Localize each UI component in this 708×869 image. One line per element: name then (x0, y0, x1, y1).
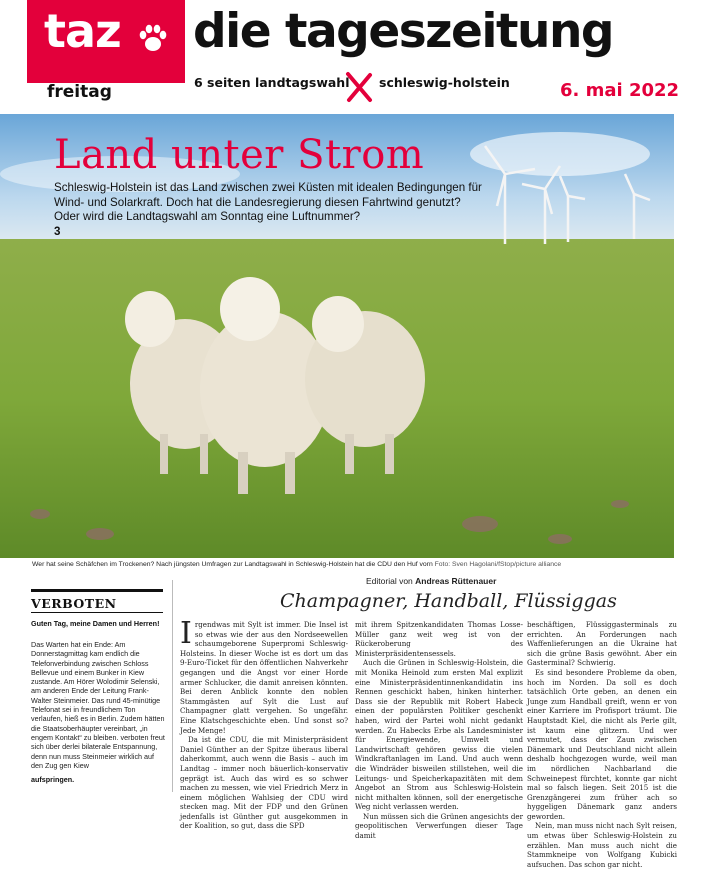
photo-caption (32, 561, 561, 568)
editorial-headline: Champagner, Handball, Flüssiggas (280, 590, 617, 612)
photo-credit: Foto: Sven Hagolani/fStop/picture alliance (434, 561, 562, 568)
paragraph: mit ihrem Spitzenkandidaten Thomas Losse-Müller ganz weit weg ist von der Rückeroberung des Ministerpräsidentensessels. (355, 620, 523, 658)
cover-teaser (54, 181, 484, 239)
byline-prefix: Editorial von (366, 576, 413, 586)
teaser-text: Schleswig-Holstein ist das Land zwischen zwei Küsten mit idealen Bedingungen für Wind- und Solarkraft. Doch hat die Landesregierung diesen Fahrtwind genutzt? Oder wird die Landtagswahl am Sonntag eine Luftnummer? (54, 181, 482, 223)
paragraph: Auch die Grünen in Schleswig-Holstein, die mit Monika Heinold zum ersten Mal explizit eine Ministerpräsidentinnenkandidatin ins Rennen geschickt haben, hinken hinterher. Dass sie der Republik mit Robert Habeck einen der populärsten Politiker geschenkt haben, wird der Partei wohl nicht gedankt werden. Zu Habecks Erbe als Landesminister für Energiewende, Umwelt und Landwirtschaft gehören gewiss die vielen Windkraftanlagen im Land. Und auch wenn die Windräder bisweilen stillstehen, weil die Leitungs- und Speicherkapazitäten mit dem Angebot an Strom aus Schleswig-Holstein nicht mithalten können, soll der energetische Weg nicht verlassen werden. (355, 658, 523, 812)
dropcap: I (180, 616, 192, 651)
verboten-body: Das Warten hat ein Ende: Am Donnerstagmittag kam endlich die Telefonverbindung zwischen Schloss Bellevue und einem Bunker in Kiew zustande. Am Hörer Wolodimir Selenski, am anderen Ende der Leitung Frank-Walter Steinmeier. Das rund 45-minütige Telefonat sei in freundlichem Ton verlaufen, hieß es in Berlin. Zudem hätten die Staatsoberhäupter vereinbart, „in engem Kontakt“ zu bleiben. verboten freut sich über derlei bilaterale Entspannung, denn nun muss Steinmeier wirklich auf den Zug gen Kiew (31, 640, 165, 770)
editorial-byline (366, 576, 496, 586)
editorial-column-3 (527, 620, 677, 869)
editorial-column-2 (355, 620, 523, 841)
paragraph: Da ist die CDU, die mit Ministerpräsident Daniel Günther an der Spitze überaus liberal daherkommt, auch wenn die Basis – auch im Landtag – immer noch bäuerlich-konservativ geprägt ist. Auch das wird es so schwer machen zu messen, wie viel Friedrich Merz in einem möglichen Wahlsieg der CDU wird stecken mag. Mit der FDP und den Grünen jedenfalls ist Günther gut ausgekommen in der Koalition, so gut, dass die SPD (180, 735, 348, 831)
issue-date: 6. mai 2022 (560, 80, 680, 101)
paw-icon (136, 22, 170, 56)
cover-headline: Land unter Strom (54, 132, 425, 178)
verboten-bottom-rule (31, 612, 163, 613)
paragraph: Es sind besondere Probleme da oben, hoch im Norden. Da soll es doch tatsächlich Orte geben, an denen ein Junge zum Handball greift, wenn er von einer Karriere im Profisport träumt. Die Hauptstadt Kiel, die nicht als Perle gilt, ist kaum eine glitzern. Und wer vermutet, dass der Zaun zwischen Dänemark und Deutschland nicht allein deshalb hochgezogen wurde, weil man im nördlichen Nachbarland die Schweinepest fürchtet, konnte gar nicht mal so falsch liegen. Seit 2015 ist die Grenzgängerei zum früher ach so hyggeligen Dänemark ganz anders geworden. (527, 667, 677, 821)
weekday: freitag (47, 82, 112, 102)
column-divider (172, 580, 173, 792)
verboten-top-rule (31, 589, 163, 592)
paragraph: Nein, man muss nicht nach Sylt reisen, um etwas über Schleswig-Holstein zu erzählen. Man muss auch nicht die Stammkneipe von Wolfgang Kubicki aufsuchen. Das schon gar nicht. (527, 821, 677, 869)
verboten-ending: aufspringen. (31, 775, 75, 784)
verboten-title: VERBOTEN (31, 596, 117, 611)
paragraph (180, 616, 348, 735)
teaser-page-number: 3 (54, 224, 61, 238)
region-subtitle: schleswig-holstein (379, 75, 510, 90)
section-subtitle: 6 seiten landtagswahl (194, 75, 350, 90)
paragraph: beschäftigen, Flüssiggasterminals zu errichten. An Forderungen nach Waffenlieferungen an die Ukraine hat sich die grüne Basis gewöhnt. Aber ein Gasterminal? Schwierig. (527, 620, 677, 668)
taz-logo: taz (44, 4, 121, 58)
byline-author: Andreas Rüttenauer (415, 576, 497, 586)
paragraph: Nun müssen sich die Grünen angesichts der geopolitischen Verwerfungen dieser Tage damit (355, 811, 523, 841)
verboten-greeting: Guten Tag, meine Damen und Herren! (31, 619, 160, 628)
caption-text: Wer hat seine Schäfchen im Trockenen? Nach jüngsten Umfragen zur Landtagswahl in Schleswig-Holstein hat die CDU den Huf vorn (32, 561, 433, 568)
editorial-column-1 (180, 616, 348, 831)
paragraph-text: rgendwas mit Sylt ist immer. Die Insel ist so etwas wie der aus den Nordseewellen schaumgeborene Superpromi Schleswig-Holsteins. In dieser Woche ist es dort um das 9-Euro-Ticket für den öffentlichen Nahverkehr gegangen und die Angst vor einer Horde armer Schlucker, die damit anreisen könnten. Bei deren Anblick konnte den noblen Stammgästen auf Sylt die Lust auf Champagner glatt vergehen. So ungefähr. Eine Klatschgeschichte eben. Und sonst so? Jede Menge! (180, 620, 348, 735)
newspaper-title: die tageszeitung (193, 4, 614, 59)
ballot-cross-icon (345, 72, 373, 102)
